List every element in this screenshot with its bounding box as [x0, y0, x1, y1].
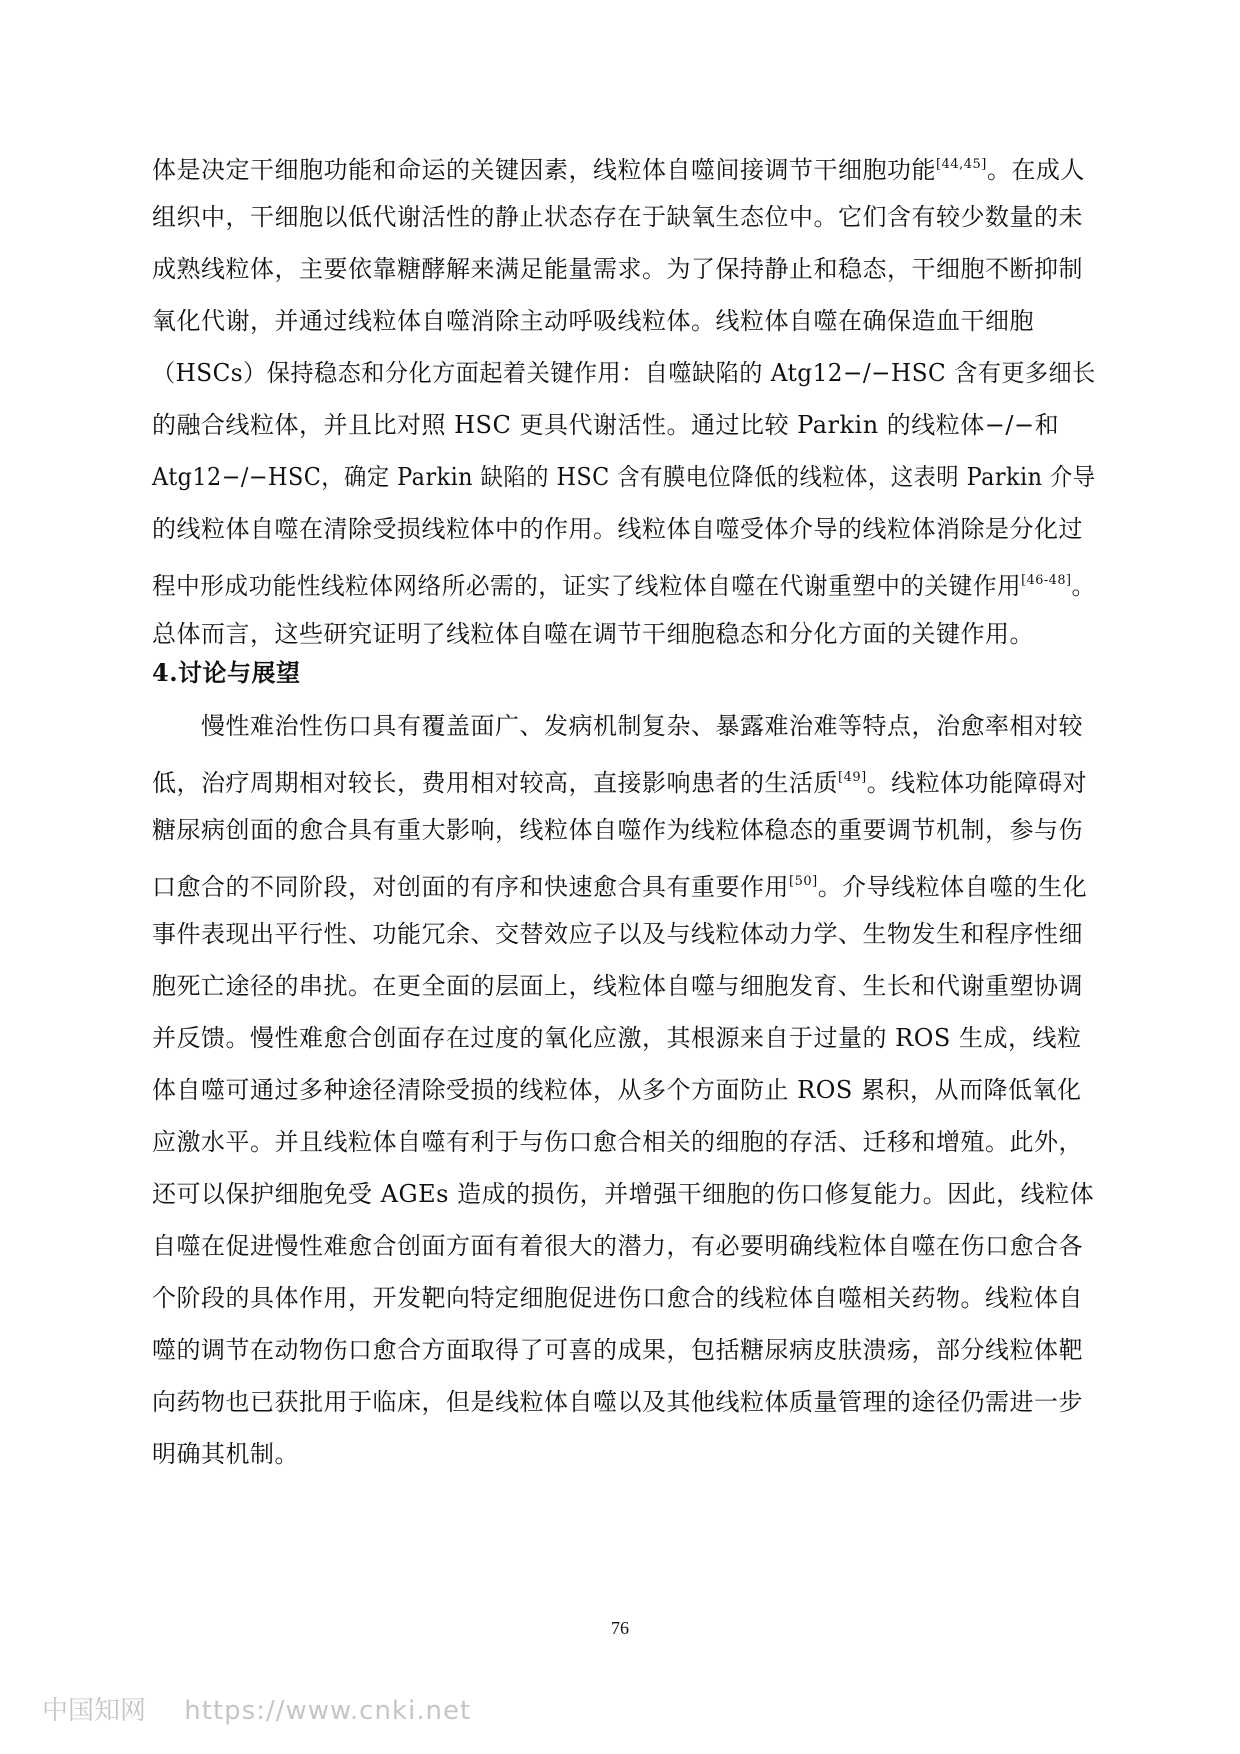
- line-text: 明确其机制。: [152, 1440, 299, 1468]
- line-text: 的融合线粒体，并且比对照 HSC 更具代谢活性。通过比较 Parkin 的线粒体−/−和: [152, 411, 1060, 439]
- cnki-watermark: [42, 1690, 471, 1727]
- text-line: [152, 1228, 1083, 1264]
- line-text: 向药物也已获批用于临床，但是线粒体自噬以及其他线粒体质量管理的途径仍需进一步: [152, 1388, 1083, 1416]
- line-text: 低，治疗周期相对较长，费用相对较高，直接影响患者的生活质: [152, 769, 838, 797]
- line-tail: 。: [1071, 572, 1096, 600]
- line-text: 成熟线粒体，主要依靠糖酵解来满足能量需求。为了保持静止和稳态，干细胞不断抑制: [152, 255, 1083, 283]
- text-line: [152, 1072, 1081, 1108]
- line-text: 口愈合的不同阶段，对创面的有序和快速愈合具有重要作用: [152, 873, 789, 901]
- line-text: 事件表现出平行性、功能冗余、交替效应子以及与线粒体动力学、生物发生和程序性细: [152, 920, 1083, 948]
- section-heading: [152, 655, 301, 691]
- line-text: 氧化代谢，并通过线粒体自噬消除主动呼吸线粒体。线粒体自噬在确保造血干细胞: [152, 307, 1034, 335]
- text-line: [152, 812, 1083, 848]
- citation: [49]: [838, 770, 867, 785]
- text-line: [152, 1176, 1094, 1212]
- text-line: [152, 1332, 1083, 1368]
- line-tail: 。介导线粒体自噬的生化: [817, 873, 1088, 901]
- line-text: 糖尿病创面的愈合具有重大影响，线粒体自噬作为线粒体稳态的重要调节机制，参与伤: [152, 816, 1083, 844]
- line-text: （HSCs）保持稳态和分化方面起着关键作用：自噬缺陷的 Atg12−/−HSC 含有更多细长: [152, 359, 1096, 387]
- line-text: 慢性难治性伤口具有覆盖面广、发病机制复杂、暴露难治难等特点，治愈率相对较: [152, 712, 1083, 740]
- text-line: [152, 1384, 1083, 1420]
- text-line: [152, 708, 1083, 744]
- page-number: 76: [611, 1618, 629, 1638]
- text-line: [152, 616, 1034, 652]
- line-text: 组织中，干细胞以低代谢活性的静止状态存在于缺氧生态位中。它们含有较少数量的未: [152, 203, 1083, 231]
- text-line: [152, 511, 1083, 547]
- text-line: [152, 1124, 1083, 1160]
- text-line: [152, 916, 1083, 952]
- line-text: 体是决定干细胞功能和命运的关键因素，线粒体自噬间接调节干细胞功能: [152, 156, 936, 184]
- text-line: [152, 199, 1083, 235]
- citation: [44,45]: [936, 157, 987, 172]
- line-text: 程中形成功能性线粒体网络所必需的，证实了线粒体自噬在代谢重塑中的关键作用: [152, 572, 1022, 600]
- line-text: 总体而言，这些研究证明了线粒体自噬在调节干细胞稳态和分化方面的关键作用。: [152, 620, 1034, 648]
- line-tail: 。线粒体功能障碍对: [866, 769, 1088, 797]
- text-line: [152, 251, 1083, 287]
- text-line: [152, 147, 1085, 183]
- text-line: [152, 1280, 1083, 1316]
- body-text: [152, 0, 1096, 1500]
- citation: [50]: [789, 874, 818, 889]
- line-text: 胞死亡途径的串扰。在更全面的层面上，线粒体自噬与细胞发育、生长和代谢重塑协调: [152, 972, 1083, 1000]
- text-line: [152, 459, 1096, 495]
- line-text: 个阶段的具体作用，开发靶向特定细胞促进伤口愈合的线粒体自噬相关药物。线粒体自: [152, 1284, 1083, 1312]
- text-line: [152, 355, 1096, 391]
- line-tail: 。在成人: [986, 156, 1085, 184]
- line-text: 还可以保护细胞免受 AGEs 造成的损伤，并增强干细胞的伤口修复能力。因此，线粒体: [152, 1180, 1095, 1208]
- line-text: 自噬在促进慢性难愈合创面方面有着很大的潜力，有必要明确线粒体自噬在伤口愈合各: [152, 1232, 1083, 1260]
- watermark-brand: 中国知网: [42, 1696, 147, 1726]
- text-line: [152, 1020, 1081, 1056]
- text-line: [152, 864, 1087, 900]
- watermark-url: https://www.cnki.net: [184, 1696, 472, 1726]
- line-text: 体自噬可通过多种途径清除受损的线粒体，从多个方面防止 ROS 累积，从而降低氧化: [152, 1076, 1082, 1104]
- text-line: [152, 563, 1096, 599]
- text-line: [152, 760, 1087, 796]
- text-line: [152, 1436, 299, 1472]
- line-text: 应激水平。并且线粒体自噬有利于与伤口愈合相关的细胞的存活、迁移和增殖。此外，: [152, 1128, 1083, 1156]
- line-text: 4.讨论与展望: [152, 658, 301, 687]
- line-text: 噬的调节在动物伤口愈合方面取得了可喜的成果，包括糖尿病皮肤溃疡，部分线粒体靶: [152, 1336, 1083, 1364]
- text-line: [152, 968, 1083, 1004]
- text-line: [152, 303, 1034, 339]
- line-text: 并反馈。慢性难愈合创面存在过度的氧化应激，其根源来自于过量的 ROS 生成，线粒: [152, 1024, 1082, 1052]
- line-text: Atg12−/−HSC，确定 Parkin 缺陷的 HSC 含有膜电位降低的线粒体，这表明 Parkin 介导: [152, 463, 1096, 491]
- citation: [46-48]: [1021, 573, 1072, 588]
- text-line: [152, 407, 1059, 443]
- line-text: 的线粒体自噬在清除受损线粒体中的作用。线粒体自噬受体介导的线粒体消除是分化过: [152, 515, 1083, 543]
